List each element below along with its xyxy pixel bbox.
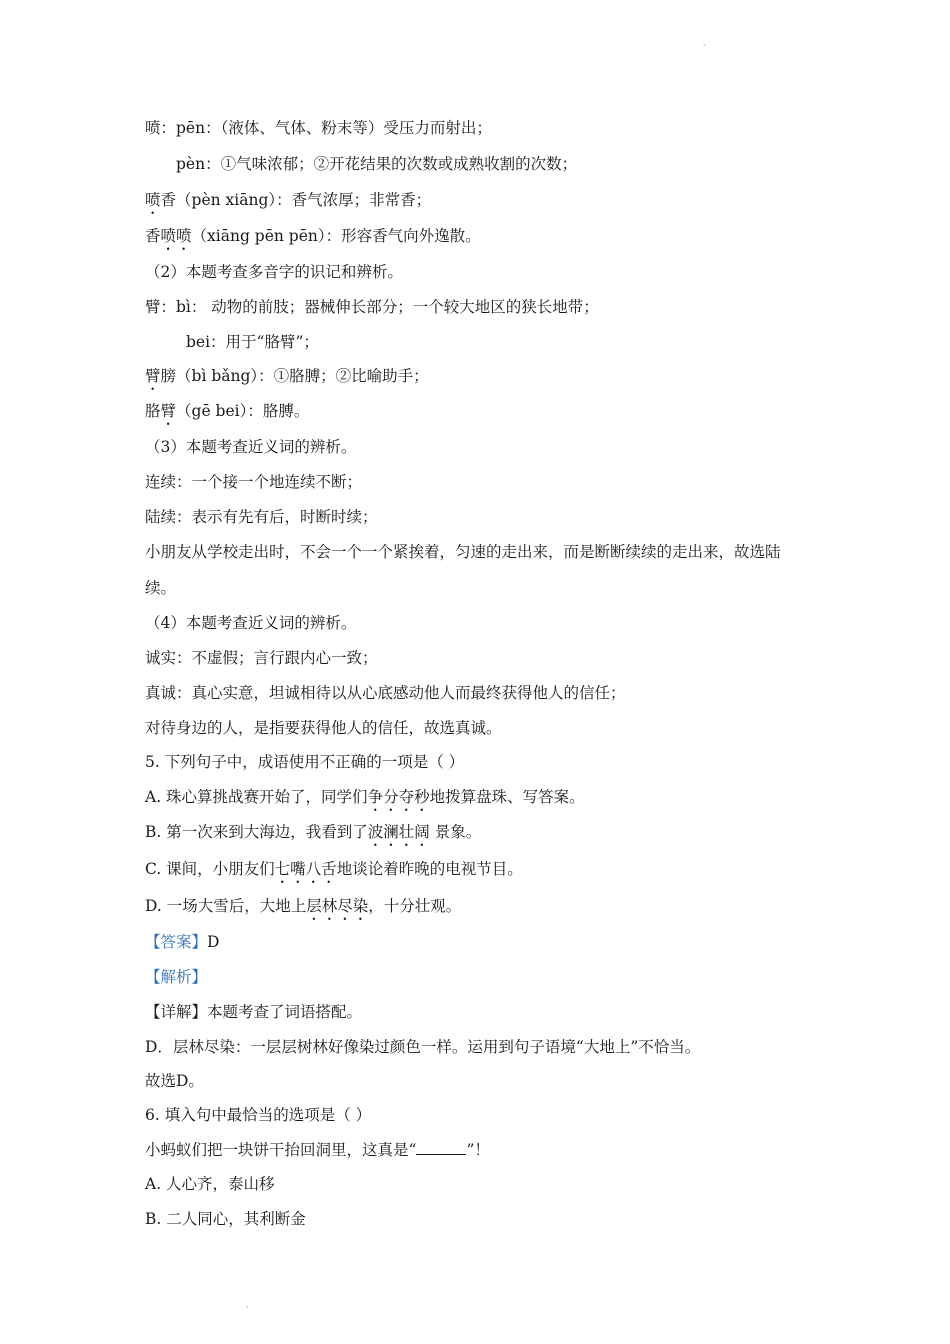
- emphasized-text: 七嘴八舌: [274, 860, 337, 878]
- line-text: ，十分壮观。: [368, 897, 462, 915]
- line-text: 香: [145, 227, 161, 245]
- text-line: [145, 226, 481, 254]
- question-6-stem: [145, 1105, 371, 1125]
- line-text: D．层林尽染：一层层树林好像染过颜色一样。运用到句子语境“大地上”不恰当。: [145, 1038, 701, 1056]
- line-text: 喷：pēn：（液体、气体、粉末等）受压力而射出；: [145, 119, 492, 137]
- option-b: [145, 822, 481, 850]
- line-text: 地谈论着昨晚的电视节目。: [336, 860, 523, 878]
- line-text: 诚实：不虚假；言行跟内心一致；: [145, 649, 378, 667]
- text-line: [176, 154, 577, 174]
- line-text: 真诚：真心实意，坦诚相待以从心底感动他人而最终获得他人的信任；: [145, 684, 626, 702]
- option-b: [145, 1209, 306, 1229]
- footer-mark: ˌ: [246, 1300, 249, 1309]
- emphasized-text: 喷: [145, 191, 161, 209]
- emphasized-text: 争分夺秒: [367, 788, 430, 806]
- line-text: 对待身边的人，是指要获得他人的信任，故选真诚。: [145, 719, 502, 737]
- text-line: [145, 472, 362, 492]
- text-line: [145, 648, 378, 668]
- line-text: 【详解】本题考查了词语搭配。: [145, 1003, 363, 1021]
- line-text: 5. 下列句子中，成语使用不正确的一项是（ ）: [145, 753, 465, 771]
- emphasized-text: 喷喷: [160, 227, 192, 245]
- answer-tag: 【答案】: [145, 933, 208, 951]
- line-text: （3）本题考查近义词的辨析。: [145, 438, 357, 456]
- analysis-tag: 【解析】: [145, 968, 208, 986]
- line-text: bei：用于“胳臂”；: [186, 333, 319, 351]
- line-text: 景象。: [429, 823, 482, 841]
- text-line: [145, 118, 492, 138]
- text-line: [145, 190, 431, 218]
- option-a: [145, 1174, 275, 1194]
- emphasized-text: 臂: [160, 402, 177, 420]
- option-c: [145, 859, 523, 887]
- text-line: [145, 683, 626, 703]
- line-text: 小朋友从学校走出时，不会一个一个紧挨着，匀速的走出来，而是断断续续的走出来，故选陆: [145, 543, 781, 561]
- line-text: A. 珠心算挑战赛开始了，同学们: [145, 788, 368, 806]
- line-text: （2）本题考查多音字的识记和辨析。: [145, 263, 403, 281]
- fill-blank: [416, 1140, 466, 1155]
- line-text: D. 一场大雪后，大地上: [145, 897, 307, 915]
- text-line: [145, 542, 781, 562]
- emphasized-text: 波澜壮阔: [367, 823, 430, 841]
- line-text: 故选D。: [145, 1072, 204, 1090]
- text-line: [145, 578, 176, 598]
- line-text: （4）本题考查近义词的辨析。: [145, 614, 357, 632]
- line-text: （xiāng pēn pēn）：形容香气向外逸散。: [191, 227, 481, 245]
- line-text: 地拨算盘珠、写答案。: [429, 788, 585, 806]
- line-text: （gē bei）：胳膊。: [176, 402, 310, 420]
- text-line: [145, 1002, 362, 1022]
- option-a: [145, 787, 585, 815]
- line-text: 小蚂蚁们把一块饼干抬回洞里，这真是“: [145, 1141, 417, 1159]
- line-text: 陆续：表示有先有后，时断时续；: [145, 508, 378, 526]
- text-line: [145, 401, 309, 429]
- text-line: [186, 332, 319, 352]
- line-text: A. 人心齐，泰山移: [145, 1175, 275, 1193]
- line-text: C. 课间，小朋友们: [145, 860, 275, 878]
- emphasized-text: 臂: [145, 367, 161, 385]
- text-line: [145, 613, 356, 633]
- text-line: [145, 1071, 204, 1091]
- answer-value: D: [207, 933, 220, 951]
- line-text: 香（pèn xiāng）：香气浓厚；非常香；: [160, 191, 432, 209]
- answer-line: [145, 932, 219, 952]
- text-line: [145, 297, 599, 317]
- line-text: 胳: [145, 402, 161, 420]
- line-text: 6. 填入句中最恰当的选项是（ ）: [145, 1106, 372, 1124]
- line-text: 膀（bì bǎng）：①胳膊；②比喻助手；: [160, 367, 429, 385]
- line-text: 续。: [145, 579, 177, 597]
- line-text: B. 第一次来到大海边，我看到了: [145, 823, 368, 841]
- line-text: 臂：bì： 动物的前肢；器械伸长部分；一个较大地区的狭长地带；: [145, 298, 599, 316]
- text-line: [145, 507, 378, 527]
- text-line: [145, 1037, 700, 1057]
- line-text: pèn：①气味浓郁；②开花结果的次数或成熟收割的次数；: [176, 155, 578, 173]
- text-line: [145, 366, 429, 394]
- text-line: [145, 437, 356, 457]
- question-5-stem: [145, 752, 464, 772]
- header-mark: ˌ: [703, 38, 706, 47]
- text-line: [145, 718, 502, 738]
- line-text: B. 二人同心，其利断金: [145, 1210, 306, 1228]
- option-d: [145, 896, 461, 924]
- text-line: [145, 262, 403, 282]
- text-line: [145, 1140, 490, 1160]
- line-text: 连续：一个接一个地连续不断；: [145, 473, 363, 491]
- line-text: ”！: [466, 1141, 490, 1159]
- analysis-line: [145, 967, 207, 987]
- emphasized-text: 层林尽染: [306, 897, 369, 915]
